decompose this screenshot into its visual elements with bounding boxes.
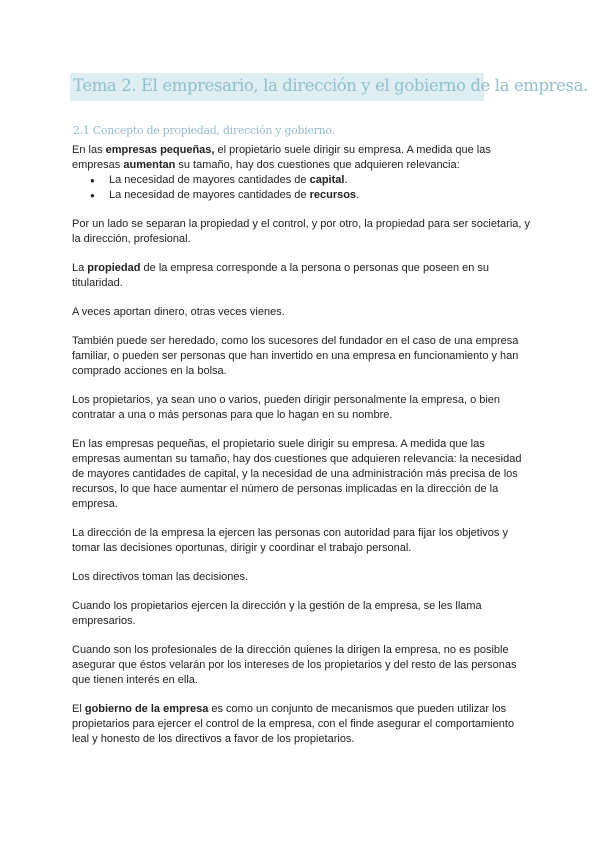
- page-title: Tema 2. El empresario, la dirección y el gobierno de la empresa.: [73, 76, 588, 95]
- paragraph: En las empresas pequeñas, el propietario suele dirigir su empresa. A medida que las empresas aumentan su tamaño, hay dos cuestiones que adquieren relevancia: la necesidad de mayores cantidades de capital, y la necesidad de una administración más precisa de los recursos, lo que hace aumentar el número de personas implicadas en la dirección de la empresa.: [72, 438, 522, 510]
- paragraph: [72, 261, 532, 291]
- paragraph: También puede ser heredado, como los sucesores del fundador en el caso de una empresa familiar, o pueden ser personas que han invertido en una empresa en funcionamiento y han comprado acciones en la bolsa.: [72, 335, 519, 377]
- text-run: La necesidad de mayores cantidades de: [109, 189, 310, 201]
- text-run: es como un conjunto de mecanismos que pueden utilizar los propietarios para ejercer el control de la empresa, con el finde asegurar el comportamiento leal y honesto de los directivos a favor de los propietarios.: [72, 703, 515, 745]
- bold-text: gobierno de la empresa: [84, 703, 209, 715]
- text-run: La necesidad de mayores cantidades de: [109, 174, 310, 186]
- document-body: [72, 143, 532, 747]
- text-run: En las: [72, 144, 106, 156]
- paragraph: Cuando los propietarios ejercen la dirección y la gestión de la empresa, se les llama empresarios.: [72, 600, 482, 627]
- bullet-list: [72, 173, 532, 203]
- paragraph-intro: [72, 143, 532, 173]
- paragraph: Por un lado se separan la propiedad y el control, y por otro, la propiedad para ser societaria, y la dirección, profesional.: [72, 218, 530, 245]
- paragraph: [72, 702, 532, 747]
- bold-text: empresas pequeñas,: [105, 144, 215, 156]
- bold-text: recursos: [309, 189, 357, 201]
- bold-text: capital: [309, 174, 345, 186]
- list-item: [109, 188, 532, 203]
- text-run: .: [344, 174, 348, 186]
- bold-text: propiedad: [87, 262, 141, 274]
- text-run: .: [356, 189, 360, 201]
- section-heading: 2.1 Concepto de propiedad, dirección y gobierno.: [73, 124, 335, 137]
- paragraph: La dirección de la empresa la ejercen las personas con autoridad para fijar los objetivos y tomar las decisiones oportunas, dirigir y coordinar el trabajo personal.: [72, 527, 508, 554]
- bold-text: aumentan: [123, 159, 176, 171]
- paragraph: Los propietarios, ya sean uno o varios, pueden dirigir personalmente la empresa, o bien contratar a una o más personas para que lo hagan en su nombre.: [72, 394, 501, 421]
- paragraph: A veces aportan dinero, otras veces vienes.: [72, 306, 285, 318]
- list-item: [109, 173, 532, 188]
- text-run: El: [72, 703, 85, 715]
- text-run: el propietario suele dirigir su empresa. A medida que las empresas: [72, 144, 491, 171]
- text-run: su tamaño, hay dos cuestiones que adquieren relevancia:: [175, 159, 460, 171]
- paragraph: Cuando son los profesionales de la dirección quienes la dirigen la empresa, no es posible asegurar que éstos velarán por los intereses de los propietarios y del resto de las personas que tienen interés en ella.: [72, 644, 517, 686]
- text-run: La: [72, 262, 88, 274]
- text-run: de la empresa corresponde a la persona o personas que poseen en su titularidad.: [72, 262, 490, 289]
- paragraph: Los directivos toman las decisiones.: [72, 571, 249, 583]
